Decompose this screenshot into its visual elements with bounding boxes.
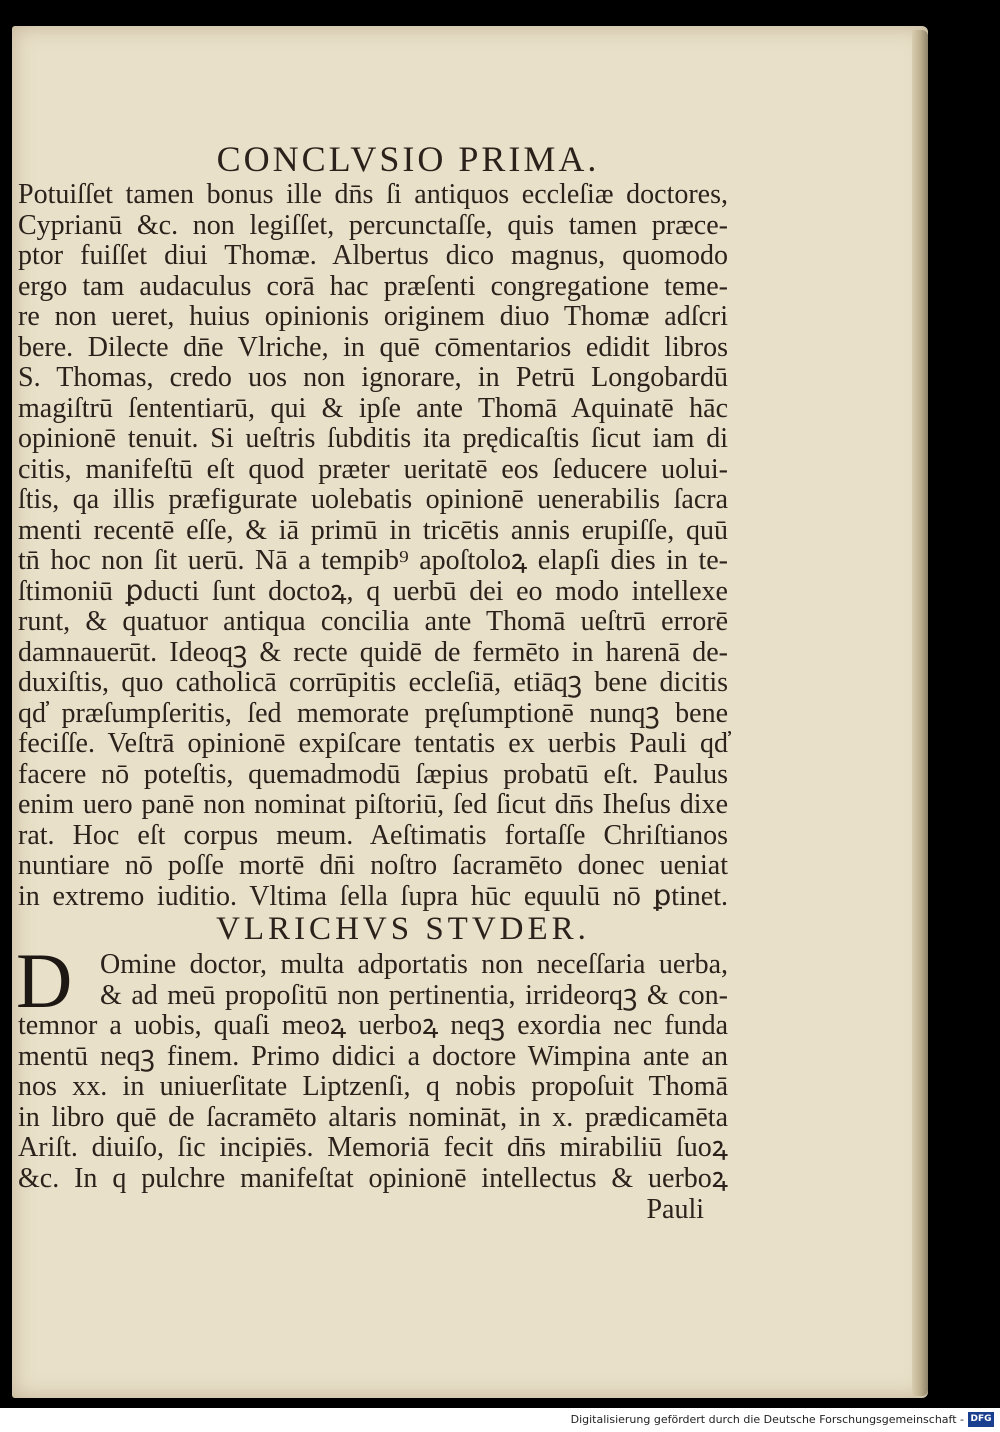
text-line: tn̄ hoc non ſit uerū. Nā a tempib⁹ apoſtoloꝝ elapſi dies in te- <box>18 545 728 576</box>
text-block <box>18 138 728 1226</box>
footer-bar <box>0 1408 1000 1432</box>
text-line: feciſſe. Veſtrā opinionē expiſcare tentatis ex uerbis Pauli qd̕ <box>18 728 728 759</box>
text-line: Ariſt. diuiſo, ſic incipiēs. Memoriā fecit dn̄s mirabiliū ſuoꝝ <box>18 1132 728 1163</box>
text-line: in libro quē de ſacramēto altaris nomināt, in x. prædicamēta <box>18 1101 728 1133</box>
dfg-logo[interactable]: DFG <box>968 1412 994 1427</box>
section-heading: VLRICHVS STVDER. <box>216 911 590 947</box>
text-line: temnor a uobis, quaſi meoꝝ uerboꝝ neqꝫ exordia nec funda <box>18 1010 728 1041</box>
text-line: enim uero panē non nominat piſtoriū, ſed ſicut dn̄s Iheſus dixe <box>18 789 728 820</box>
drop-cap-initial: D <box>16 937 73 1024</box>
text-line: facere nō poteſtis, quemadmodū ſæpius probatū eſt. Paulus <box>18 758 728 790</box>
running-head: CONCLVSIO PRIMA. <box>216 139 600 179</box>
text-line: ſtis, qa illis præfigurate uolebatis opinionē uenerabilis ſacra <box>18 484 728 515</box>
text-line: rat. Hoc eſt corpus meum. Aeſtimatis fortaſſe Chriſtianos <box>18 819 728 851</box>
text-line: bere. Dilecte dn̄e Vlriche, in quē cōmentarios edidit libros <box>18 331 728 363</box>
page-edge <box>912 30 928 1396</box>
text-line: citis, manifeſtū eſt quod præter ueritatē eos ſeducere uolui- <box>18 453 728 485</box>
text-line: runt, & quatuor antiqua concilia ante Thomā ueſtrū errorē <box>18 606 728 637</box>
paragraph-1 <box>18 180 728 912</box>
funding-note: Digitalisierung gefördert durch die Deutsche Forschungsgemeinschaft - <box>570 1413 964 1426</box>
text-line: mentū neqꝫ finem. Primo didici a doctore Wimpina ante an <box>18 1040 728 1072</box>
text-line: S. Thomas, credo uos non ignorare, in Petrū Longobardū <box>18 362 728 393</box>
text-line: ptor fuiſſet diui Thomæ. Albertus dico magnus, quomodo <box>18 240 728 271</box>
paragraph-2 <box>16 937 728 1194</box>
text-line: ergo tam audaculus corā hac præſenti congregatione teme- <box>18 270 728 302</box>
text-line: nuntiare nō poſſe mortē dn̄i noſtro ſacramēto donec ueniat <box>18 850 728 881</box>
text-line: re non ueret, huius opinionis originem diuo Thomæ adſcri <box>18 301 728 332</box>
text-line: Potuiſſet tamen bonus ille dn̄s ſi antiquos eccleſiæ doctores, <box>18 179 728 210</box>
text-line: menti recentē eſſe, & iā primū in tricētis annis erupiſſe, quū <box>18 514 728 546</box>
text-line: & ad meū propoſitū non pertinentia, irrideorqꝫ & con- <box>100 979 728 1011</box>
text-line: damnauerūt. Ideoqꝫ & recte quidē de fermēto in harenā de- <box>18 636 728 668</box>
book-page <box>12 26 928 1398</box>
text-line: opinionē tenuit. Si ueſtris ſubditis ita prędicaſtis ſicut iam di <box>18 423 728 454</box>
text-line: &c. In q pulchre manifeſtat opinionē intellectus & uerboꝝ <box>18 1162 728 1194</box>
text-line: in extremo iuditio. Vltima ſella ſupra hūc equulū nō ꝑtinet. <box>18 880 728 912</box>
text-line: Omine doctor, multa adportatis non neceſſaria uerba, <box>100 949 728 980</box>
text-line: duxiſtis, quo catholicā corrūpitis eccleſiā, etiāqꝫ bene dicitis <box>18 667 728 698</box>
catchword: Pauli <box>646 1194 704 1225</box>
text-line: ſtimoniū ꝑducti ſunt doctoꝝ, q uerbū dei eo modo intellexe <box>18 575 728 607</box>
text-line: nos xx. in uniuerſitate Liptzenſi, q nobis propoſuit Thomā <box>18 1071 728 1102</box>
text-line: Cyprianū &c. non legiſſet, percunctaſſe, quis tamen præce- <box>18 209 728 241</box>
text-line: magiſtrū ſententiarū, qui & ipſe ante Thomā Aquinatē hāc <box>18 392 728 424</box>
text-line: qd̕ præſumpſeritis, ſed memorate pręſumptionē nunqꝫ bene <box>18 697 728 729</box>
